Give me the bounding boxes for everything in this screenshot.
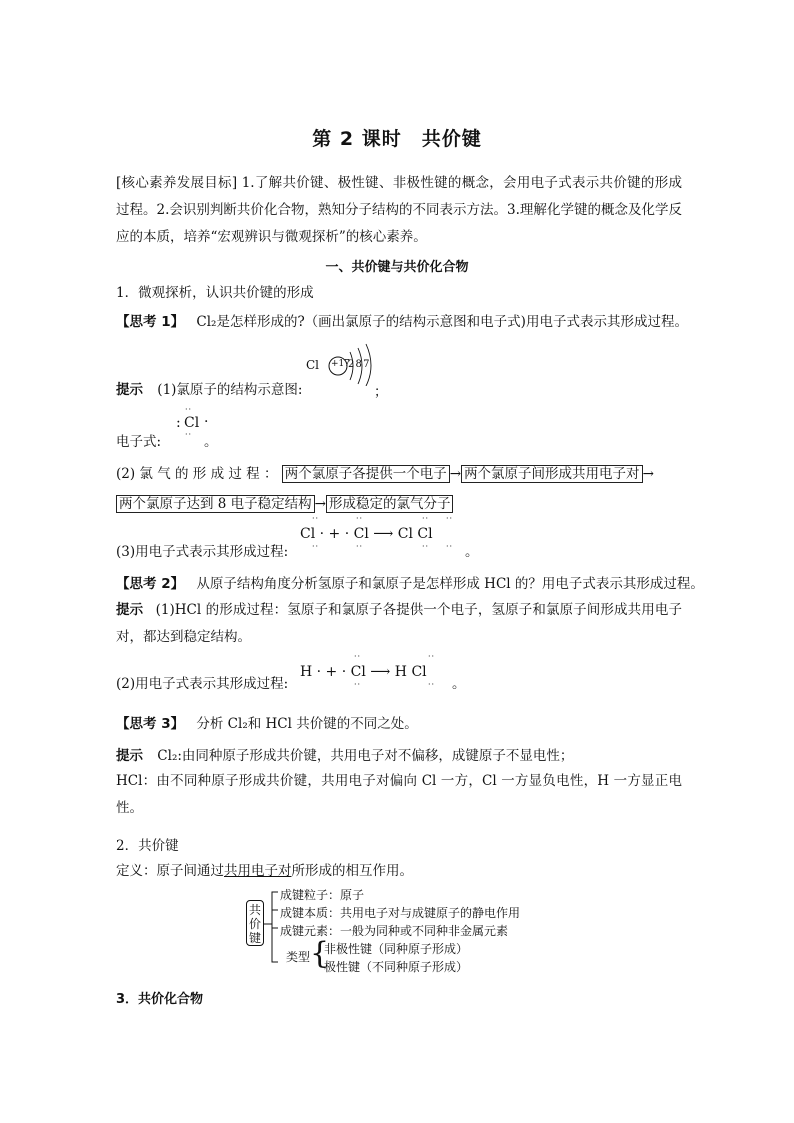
hint1-line2: 电子式: (116, 434, 162, 450)
process-box-4: 形成稳定的氯气分子 (326, 495, 454, 513)
think2-text: 从原子结构角度分析氢原子和氯原子是怎样形成 HCl 的？用电子式表示其形成过程。 (196, 576, 704, 592)
hint1-line1-text: (1)氯原子的结构示意图: (157, 382, 303, 398)
think1 (116, 310, 688, 330)
cl2-eq-text: Cl · + · Cl ⟶ Cl Cl (300, 526, 433, 542)
hint2-line2: (2)用电子式表示其形成过程: (116, 676, 289, 692)
process-box-2: 两个氯原子间形成共用电子对 (461, 465, 643, 483)
definition-underlined: 共用电子对 (224, 863, 292, 879)
hint3-line1-text: Cl₂:由同种原子形成共价键，共用电子对不偏移，成键原子不显电性； (157, 748, 574, 764)
page-title: 第 2 课时 共价键 (312, 128, 482, 150)
hint2-paragraph (116, 597, 682, 651)
process-arrow-3: → (314, 496, 326, 512)
think2-label: 【思考 2】 (116, 576, 185, 592)
atom-symbol: Cl (306, 358, 320, 372)
definition-prefix: 定义：原子间通过 (116, 863, 224, 879)
goals-text: 1.了解共价键、极性键、非极性键的概念，会用电子式表示共价键的形成过程。2.会识别判断共价化合物，熟知分子结构的不同表示方法。3.理解化学键的概念及化学反应的本质，培养“宏观辨识与微观探析”的核心素养。 (116, 175, 682, 245)
hint1-line2-end: 。 (204, 434, 218, 450)
hint3-line1 (116, 744, 573, 764)
hcl-eq-text: H · + · Cl ⟶ H Cl (300, 664, 427, 680)
hint2-eq-end: 。 (452, 676, 466, 692)
goals-label: [核心素养发展目标] (116, 175, 238, 191)
cl-electron-formula: ·· : Cl · ·· (176, 405, 209, 439)
cl-symbol: Cl (184, 415, 200, 431)
subheading-1: 1．微观探析，认识共价键的形成 (116, 285, 314, 301)
think2 (116, 572, 704, 592)
hint2-text: (1)HCl 的形成过程：氢原子和氯原子各提供一个电子，氢原子和氯原子间形成共用电子对，都达到稳定结构。 (116, 602, 682, 645)
diagram-main-brace (272, 892, 278, 962)
nucleus-charge: +17 (331, 359, 350, 369)
hint1-eq-label: (3)用电子式表示其形成过程: (116, 544, 289, 560)
goals-paragraph (116, 170, 682, 251)
hint1-eq-end: 。 (465, 544, 479, 560)
hint2-label: 提示 (116, 602, 144, 618)
diagram-type-brace: { (310, 936, 330, 971)
definition-suffix: 所形成的相互作用。 (291, 863, 413, 879)
think1-label: 【思考 1】 (116, 314, 185, 330)
process-arrow-1: → (449, 466, 462, 482)
covalent-bond-diagram (246, 886, 546, 978)
diagram-item-2: 成键本质：共用电子对与成键原子的静电作用 (280, 906, 521, 920)
subheading-3: 3．共价化合物 (116, 992, 204, 1007)
think3-label: 【思考 3】 (116, 716, 185, 732)
think1-text: Cl₂是怎样形成的?（画出氯原子的结构示意图和电子式)用电子式表示其形成过程。 (196, 314, 688, 330)
process-arrow-2: → (642, 466, 654, 482)
diagram-type-label: 类型 (286, 950, 311, 964)
cl2-formation-equation: ·· ·· ·· ·· Cl · + · Cl ⟶ Cl Cl ·· ·· ·· ·· (300, 514, 454, 551)
hint1-process-row2 (116, 492, 453, 512)
diagram-type-1: 非极性键（同种原子形成） (324, 942, 469, 956)
hint1-process-row1 (116, 462, 654, 482)
hint1-line1 (116, 378, 302, 398)
think3 (116, 712, 418, 732)
process-box-3: 两个氯原子达到 8 电子稳定结构 (116, 495, 315, 513)
think3-text: 分析 Cl₂和 HCl 共价键的不同之处。 (196, 716, 418, 732)
hint1-line1-end: ； (374, 384, 388, 400)
process-box-1: 两个氯原子各提供一个电子 (282, 465, 450, 483)
process-label: (2) 氯 气 的 形 成 过 程 ： (116, 466, 278, 482)
hint1-label: 提示 (116, 382, 143, 398)
diagram-item-3: 成键元素：一般为同种或不同种非金属元素 (280, 924, 509, 938)
section-heading: 一、共价键与共价化合物 (325, 260, 469, 275)
definition (116, 859, 413, 879)
hcl-formation-equation: ·· ·· H · + · Cl ⟶ H Cl ·· ·· (300, 652, 436, 689)
hint3-label: 提示 (116, 748, 143, 764)
hint3-line2: HCl：由不同种原子形成共价键，共用电子对偏向 Cl 一方，Cl 一方显负电性，H 一方显正电性。 (116, 773, 682, 816)
subheading-2: 2．共价键 (116, 838, 179, 854)
diagram-item-1: 成键粒子：原子 (280, 888, 365, 902)
chlorine-structure-diagram (306, 340, 378, 386)
diagram-root: 共价键 (246, 900, 264, 946)
shell-electrons: 2 8 7 (348, 359, 369, 370)
diagram-type-2: 极性键（不同种原子形成） (324, 960, 469, 974)
